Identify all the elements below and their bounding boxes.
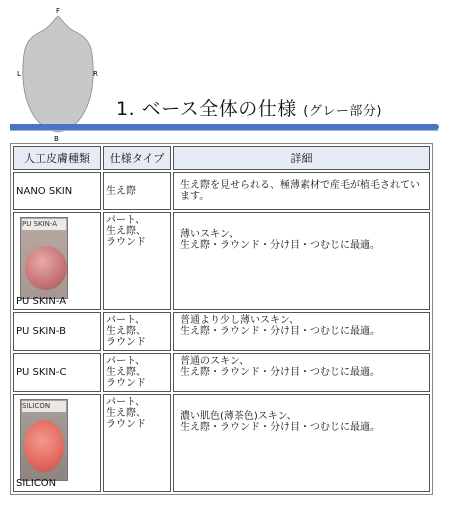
heading-main: 1. ベース全体の仕様 — [116, 98, 297, 120]
spec-detail: 薄いスキン、 生え際・ラウンド・分け目・つむじに最適。 — [173, 212, 430, 310]
table-row — [13, 312, 430, 351]
section-heading — [116, 94, 382, 121]
spec-detail: 普通より少し薄いスキン、 生え際・ラウンド・分け目・つむじに最適。 — [173, 312, 430, 351]
sample-fingertip — [24, 420, 64, 472]
skin-name: PU SKIN-C — [13, 353, 101, 392]
spec-type: パート、 生え際、 ラウンド — [103, 353, 171, 392]
skin-name: NANO SKIN — [13, 172, 101, 210]
skin-name-cell — [13, 212, 101, 310]
wig-base-diagram — [16, 4, 100, 142]
col-header-spec-type: 仕様タイプ — [103, 146, 171, 170]
skin-name: PU SKIN-B — [13, 312, 101, 351]
skin-name: SILICON — [16, 478, 57, 489]
spec-type: パート、 生え際、 ラウンド — [103, 212, 171, 310]
label-right: R — [93, 70, 98, 78]
heading-sub: (グレー部分) — [303, 104, 382, 119]
base-shape — [23, 16, 93, 132]
skin-sample-image — [20, 217, 68, 299]
skin-sample-image — [20, 399, 68, 481]
table-row — [13, 353, 430, 392]
image-label: SILICON — [22, 401, 66, 412]
col-header-detail: 詳細 — [173, 146, 430, 170]
skin-name: PU SKIN-A — [16, 296, 67, 307]
spec-type: パート、 生え際、 ラウンド — [103, 312, 171, 351]
table-row — [13, 212, 430, 310]
label-back: B — [54, 135, 59, 142]
col-header-skin-type: 人工皮膚種類 — [13, 146, 101, 170]
skin-spec-table — [10, 143, 433, 495]
spec-detail: 濃い肌色(薄茶色)スキン、 生え際・ラウンド・分け目・つむじに最適。 — [173, 394, 430, 492]
spec-detail: 生え際を見せられる、極薄素材で産毛が植毛されています。 — [173, 172, 430, 210]
label-left: L — [17, 70, 21, 78]
skin-name-cell — [13, 394, 101, 492]
spec-type: 生え際 — [103, 172, 171, 210]
image-label: PU SKIN-A — [22, 219, 66, 230]
table-row — [13, 394, 430, 492]
label-front: F — [56, 7, 61, 15]
table-header-row — [13, 146, 430, 170]
spec-detail: 普通のスキン、 生え際・ラウンド・分け目・つむじに最適。 — [173, 353, 430, 392]
sample-fingertip — [25, 246, 67, 290]
spec-type: パート、 生え際、 ラウンド — [103, 394, 171, 492]
heading-underline-shadow — [10, 130, 439, 131]
table-row — [13, 172, 430, 210]
